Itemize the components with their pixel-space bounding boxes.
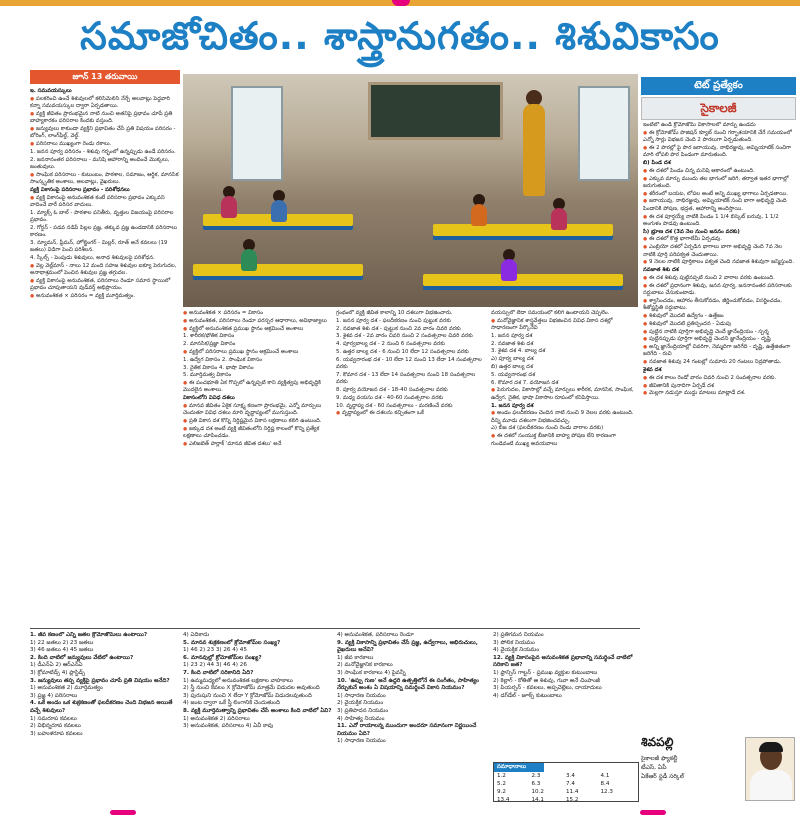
paragraph: ● ఎలిజబెత్ హర్లాక్ 'మానవ జీవిత దశలు' అనే	[183, 441, 333, 448]
question-option: 3) ప్రతిపాదన నియమం	[337, 707, 389, 714]
question-text: 2. కింది వాటిలో జన్యువులు వేటిలో ఉంటాయి?	[30, 654, 134, 661]
student	[221, 196, 237, 218]
paragraph: వయస్సులో లేదా సమయంలో కలిగి ఉంటాయని చెప్పలేం.	[491, 310, 610, 316]
paragraph: ● జన్యువులు కాకుండా వ్యక్తిని ప్రభావితం చేసే ప్రతి విషయం పరిసరం - బోరింగ్, లాంగ్‌ఫీల్డ్, వెల్డ్.	[30, 126, 180, 141]
answer-item: 14.1	[531, 797, 544, 803]
question-option: 3) సాంఘిక కారకాలు 4) పైవన్నీ	[337, 669, 406, 676]
question-option: 3) క్రోమాటిడ్స్ 4) ప్లాస్టిడ్స్	[30, 669, 85, 676]
question-text: 7. కింది వాటిలో సరికానిది ఏది?	[183, 669, 254, 676]
paragraph: 3. శైశవ దశ 4. బాల్య దశ	[491, 348, 546, 355]
bottom-decoration	[640, 810, 666, 815]
paragraph: బి) పిండ దశ	[643, 159, 671, 166]
answer-item: 8.4	[600, 781, 610, 787]
question-option: 4) అనువంశికత, పరిసరాలు రెండూ	[337, 632, 414, 638]
paragraph: సి) భ్రూణ దశ (3వ నెల నుంచి జననం వరకు)	[643, 228, 740, 235]
paragraph: 6. యవ్వనారంభ దశ - 10 లేదా 12 నుంచి 13 లేదా 14 సంవత్సరాల వరకు	[336, 356, 482, 371]
question-text: 12. వ్యక్తి వికాసంపైన అనువంశికత ప్రభావాన్ని సమర్థించే వాటిలో సరికాని జత?	[493, 654, 633, 669]
paragraph: ● ఎక్కువ మార్పు ముందు తల భాగంలో జరిగి, తర్వాత ఇతర భాగాల్లో జరుగుతుంది.	[643, 176, 796, 191]
questions-column-2	[183, 632, 333, 804]
subject-label: సైకాలజీ	[641, 97, 796, 120]
paragraph: 3. శైశవ దశ - 2వ వారం చివరి నుంచి 2 సంవత్సరాల చివరి వరకు	[336, 333, 473, 340]
paragraph: గ్రంథంలో వ్యక్తి జీవిత కాలాన్ని 10 దశలుగా విభజించారు.	[336, 310, 453, 316]
paragraph: ● పరిసరాలు ముఖ్యంగా రెండు రకాలు.	[30, 141, 180, 148]
paragraph: 1. జనన పూర్వ దశ - ఫలదీకరణం నుంచి పుట్టుక వరకు	[336, 317, 451, 324]
paragraph: ● ఈ దశలో సంయుక్త బీజానికి బాహ్య పోషణ లేని కారణంగా గుండెవంటి ముఖ్య అవయవాలు	[491, 433, 638, 448]
question-text: 8. వ్యక్తి మూర్తిమత్వాన్ని ప్రభావితం చేసే అంశాలు కింది వాటిలో ఏవి?	[183, 707, 332, 714]
question-option: 1) ఫ్రాన్సిస్ గాల్టన్ - ప్రముఖ వ్యక్తుల కుటుంబాలు	[493, 669, 598, 676]
question-text: 11. ఎనో రాయాలన్న ముందుగా అందరూ సమానంగా నిర్ణయించే నియమం ఏది?	[337, 723, 477, 737]
author-name: శివపల్లి	[641, 735, 674, 749]
paragraph: ● అండం ఫలదీకరణం చెందిన నాటి నుంచి 9 నెలల వరకు ఉంటుంది. దీన్ని మూడు దశలుగా విభజించవచ్చు.	[491, 410, 638, 425]
questions-column-3	[337, 632, 489, 804]
answer-item: 10.2	[531, 789, 544, 795]
paragraph: 5. యవ్వనారంభ దశ	[491, 371, 536, 378]
question-option: 3) పురుషుని నుంచి X లేదా Y క్రోమోజోమ్ విడుదలవుతుంది	[183, 692, 312, 699]
article-column-1	[30, 88, 180, 626]
date-tag: జూన్ 13 తరువాయి	[30, 70, 180, 84]
question-text: 9. వ్యక్తి వికాసాన్ని ప్రభావితం చేసే ప్రజ్ఞ, ఉద్వేగాలు, అభిరుచులు, వైఖరులు అనేవి?	[337, 639, 478, 654]
question-option: 1) ఉమ్మమధ్యలో అనువంశికత లక్షణాల వాహకాలు	[183, 677, 293, 684]
paragraph: ● ఎంబ్రియో దశలో ఏర్పడిన భాగాలు బాగా అభివృద్ధి చెంది 7వ నెల నాటికి పూర్తి పరిపక్వత చెందుతాయి.	[643, 244, 796, 259]
question-option: 2) స్త్రీ నుంచి కేవలం X క్రోమోజోమ్ మాత్రమే విడుదల అవుతుంది	[183, 685, 320, 692]
teacher-figure	[523, 104, 545, 196]
student	[471, 204, 487, 226]
paragraph: ● వెల్ల వెల్ల్‌మాన్ - నాలు 12 మంది సహజ శిశువుల ఐక్యూ పెరుగుదల, అనాథాశ్రమంలో పెంచిన శిశువుల ప్రజ్ఞ తగ్గుదల.	[30, 263, 180, 278]
paragraph: ● శరీరంలో బయట, లోపల అంటే అన్ని ముఖ్య భాగాలు ఏర్పడతాయి.	[643, 191, 796, 198]
question-option: 4) ఏదీకాదు	[183, 632, 210, 638]
paragraph: బి) ఉత్తర బాల్య దశ	[491, 364, 533, 371]
paragraph: 1. శారీరక/భౌతిక వికాసం	[183, 333, 235, 340]
paragraph: 3. నైతిక వికాసం 4. భాషా వికాసం	[183, 364, 254, 371]
paragraph: 5. మూర్తిమత్వ వికాసం	[183, 372, 232, 379]
questions-column-4	[493, 632, 639, 774]
question-option: 1) సాధారణ నియమం	[337, 692, 386, 699]
paragraph: ● మెల్లగా నడుస్తూ ముద్దు మాటలు మాట్లాడే దశ.	[643, 390, 796, 397]
question-option: 4) వైయక్తిక నియమం	[493, 647, 540, 654]
paragraph: ● ప్రతి వికాస దశ కొన్ని నిర్దిష్టమైన వికాస లక్షణాలు కలిగి ఉంటుంది.	[183, 418, 333, 425]
question-text: 1. జీవ కణంలో ఎన్ని జతల క్రోమోజోమ్‌లు ఉంటాయి?	[30, 632, 148, 638]
paragraph: ● జరాయువు, నాభిరజ్జువు, అమ్నియాటిక్ సంచి బాగా అభివృద్ధి చెంది పిండానికి పోషణ, భద్రత, ఆహారాన్ని అందిస్తాయి.	[643, 198, 796, 213]
question-text: 6. మానవుల్లో క్రోమోజోమ్‌ల సంఖ్య?	[183, 654, 262, 661]
paragraph: 6. కౌమార దశ 7. వయోజన దశ	[491, 379, 559, 386]
paragraph: ● శ్వాసించడం, ఆహారం తీసుకోవడం, జీర్ణించుకోవడం, విసర్జించడం, శీతోష్ణస్థితి సర్దుబాటు.	[643, 298, 796, 313]
question-option: 4) జంట ద్వారా ఒకే స్త్రీ లింగానికి చెందుతుంది	[183, 700, 280, 707]
paragraph: ● వ్యక్తిలో పరిసరాలు ప్రముఖ స్థానం ఆక్రమించే అంశాలు	[183, 349, 333, 356]
question-option: 3) ప్రజ్ఞ 4) పరిసరాలు	[30, 692, 78, 699]
paragraph: ● నవజాత శిశువు 24 గంటల్లో సుమారు 20 గంటలు నిద్రపోతాడు.	[643, 359, 796, 366]
paragraph: 2. నవజాత శిశు దశ - పుట్టుక నుంచి 2వ వారం చివరి వరకు	[336, 325, 461, 332]
question-option: 1) 22 జతలు 2) 23 జతలు	[30, 639, 94, 646]
paragraph: 1. జనన పూర్వ దశ	[491, 402, 534, 409]
paragraph: ● అనువంశికత × పరిసరం = వికాసం	[183, 310, 333, 317]
paragraph: ● ఈ దశ శిశువు పుట్టినప్పటి నుంచి 2 వారాల వరకు ఉంటుంది.	[643, 275, 796, 282]
paragraph: ● అన్ని జ్ఞానేంద్రియాల్లో చివరిగా, నెమ్మదిగా జరిగేది - దృష్టి, ఉత్తేజితంగా జరిగేది - రుచి	[643, 344, 796, 359]
paragraph: ఎ) బీజ దశ (ఫలదీకరణం నుంచి రెండు వారాల వరకు)	[491, 425, 604, 432]
paragraph: ● వ్యక్తి వికాసంపై అనువంశికత కంటే పరిసరాల ప్రభావం ఎక్కువని వాదించే వారే పరిసర వాదులు.	[30, 195, 180, 210]
answer-item: 3.4	[566, 773, 575, 779]
paragraph: ● ఈ దశ పూర్తయ్యే నాటికి పిండం 1 1/4 బిస్కెట్ బరువు, 1 1/2 అంగుళం పొడవు ఉంటుంది.	[643, 214, 796, 229]
question-text: 3. జన్యువులు తప్ప వ్యక్తిపై ప్రభావం చూపే ప్రతి విషయం అనేది?	[30, 677, 170, 684]
question-option: 2) వైయక్తిక నియమం	[337, 700, 384, 707]
article-column-3	[336, 310, 488, 626]
student	[501, 259, 517, 281]
paragraph: 1. ఉద్వేగ వికాసం 2. సాంఘిక వికాసం	[183, 356, 262, 363]
paragraph: 9. మధ్య వయసు దశ - 40-60 సంవత్సరాల వరకు	[336, 394, 444, 401]
student	[241, 249, 257, 271]
paragraph: ● వృద్ధాప్యంలో ఈ దశలను కచ్చితంగా ఒకే	[336, 410, 488, 417]
paragraph: ● పుట్టిన నాటికి పూర్తిగా అభివృద్ధి చెందే జ్ఞానేంద్రియం - స్పర్శ	[643, 329, 796, 336]
answer-key-grid	[494, 772, 638, 805]
author-role: సైకాలజీ ఫ్యాకల్టీ	[641, 755, 678, 762]
paragraph: ● జీవితానికి పునాదిగా ఏర్పడే దశ	[643, 383, 796, 390]
paragraph: ● శిశువులో మొదటి ప్రతిస్పందన - ఏడుపు	[643, 321, 796, 328]
questions-column-1	[30, 632, 178, 804]
classroom-photo	[183, 74, 638, 307]
answer-item: 2.3	[531, 773, 541, 779]
paragraph: ● పలకరించి ఉంచే శిశువులలో కలిసిమెలిసి నేర్చే అలవాట్లు పెద్దవారి కన్నా సమవయస్కుల ద్వారా ఏర్పడతాయి.	[30, 96, 180, 111]
answer-item: 6.3	[531, 781, 541, 787]
paragraph: 4. స్కీల్స్ - పెంపుడు శిశువులు, అనాథ శిశువులపై పరిశోధన.	[30, 255, 155, 262]
paragraph: ● ఈ దశలో కొత్త భాగాలేమీ ఏర్పడవు.	[643, 236, 796, 243]
blackboard	[368, 82, 503, 140]
paragraph: ● 9 నెలల నాటికి పూర్తికాలం పక్వత చెంది నవజాత శిశువుగా జన్మిస్తుంది.	[643, 259, 796, 266]
paragraph: ఇ. సమవయస్కులు	[30, 88, 72, 94]
question-option: 1) అనువంశికత 2) పరిసరాలు	[183, 715, 250, 722]
answer-item: 15.2	[566, 797, 579, 803]
paragraph: ● ఈ పంచభూతి ఏక గొప్పలో ఉన్నప్పటి కాని వ్యక్తిత్వపు అభివృద్ధికి మొదలైన అంశాలు.	[183, 380, 333, 395]
answer-item: 12.3	[600, 789, 613, 795]
question-option: 3) పియర్సన్ - కవలలు, అప్పచెల్లెలు, దాయాదులు	[493, 685, 602, 692]
answer-item: 4.1	[600, 773, 610, 779]
paragraph: 1. మ్యాక్స్ ఓ బాల్ - పాఠశాల పనితీరు, వృత్తుల విజయంపై పరిసరాల ప్రభావం.	[30, 209, 174, 224]
paragraph: 8. పూర్వ వయోజన దశ - 18-40 సంవత్సరాల వరకు	[336, 386, 448, 393]
paragraph: 2. జననానంతర పరిసరాలు - మనిషి ఆహారాన్ని అందించే మొక్కలు, జంతువులు.	[30, 156, 170, 170]
article-column-4	[491, 310, 638, 626]
paragraph: 2. గోర్డన్ - పడవ నడిపే పిల్లల ప్రజ్ఞ, తక్కువ ప్రజ్ఞ ఉండడానికి పరిసరాలు కారణం.	[30, 224, 178, 239]
question-option: 3) పోలిక నియమం	[493, 639, 535, 646]
paragraph: ● పుట్టినప్పుడు పూర్తిగా అభివృద్ధి చెందని జ్ఞానేంద్రియం - దృష్టి	[643, 336, 796, 343]
paragraph: ● ఈ క్రోమోజోమ్ పొజిషన్ క్యూబ్ నుంచి గర్భాశయానికి చేరే సమయంలో ఎన్నో సార్లు విభజన చెంది 2 పొరలుగా ఏర్పడుతుంది.	[643, 130, 796, 145]
paragraph: ● పెరుగుదల, వికాసాల్లో వచ్చే మార్పులు శారీరక, మానసిక, సాంఘిక, ఉద్వేగ, నైతిక, భాషా వికాసాల రూపంలో కనిపిస్తాయి.	[491, 387, 638, 402]
answer-key	[493, 762, 639, 802]
author-photo-body	[750, 770, 792, 801]
paragraph: ● వ్యక్తి వికాసంపై అనువంశికత, పరిసరాలు రెండూ సమాన స్థాయిలో ప్రభావం చూపుతాయని వుడ్‌వర్త్ అభిప్రాయం.	[30, 278, 180, 293]
answer-item: 5.2	[497, 781, 506, 787]
window-right	[578, 86, 630, 181]
answer-item: 11.4	[566, 789, 579, 795]
paragraph: 1. జనన పూర్వ దశ	[491, 332, 533, 339]
paragraph: 2. నవజాత శిశు దశ	[491, 340, 534, 347]
bench	[433, 224, 613, 236]
question-option: 1) డీఎన్ఏ 2) ఆర్ఎన్ఏ	[30, 662, 83, 669]
author-photo-hair	[759, 742, 783, 752]
bench	[423, 274, 623, 286]
author-photo	[745, 737, 795, 801]
question-option: 2) ప్రతిగమన నియమం	[493, 632, 544, 638]
question-option: 1) జీవ కారకాలు	[337, 654, 374, 661]
student	[551, 208, 567, 230]
question-option: 1) అనువంశికత 2) మూర్తిమత్వం	[30, 685, 103, 692]
paragraph: 10. వృద్ధాప్య దశ - 60 సంవత్సరాలు - మరణించే వరకు	[336, 402, 453, 409]
question-option: 1) సాధారణ నియమం	[337, 738, 386, 745]
paragraph: ● జక్కుడ దశ అంటే వ్యక్తి జీవితంలోని నిర్దిష్ట కాలంలో కొన్ని ప్రత్యేక లక్షణాలు చూపించడం.	[183, 426, 333, 441]
question-option: 2) విభిన్నరూప కవలలు	[30, 723, 81, 730]
article-column-2	[183, 310, 333, 626]
paragraph: 4. పూర్వబాల్య దశ - 2 నుంచి 6 సంవత్సరాల వరకు	[336, 341, 445, 348]
question-option: 3) 46 జతలు 4) 45 జతలు	[30, 647, 94, 654]
bottom-decoration	[110, 810, 136, 815]
paragraph: ● వ్యక్తి జీవితం ప్రారంభమైన నాటి నుంచి అతనిపై ప్రభావం చూపే ప్రతి బాహ్యకారకం పరిసరాల కిందకు వస్తుంది.	[30, 111, 180, 126]
paragraph: ● శిశువులో మొదటి ఉద్వేగం - ఉత్తేజం	[643, 313, 796, 320]
question-option: 4) సాహిత్య నియమం	[337, 715, 385, 722]
paragraph: ● సాంఘిక పరిసరాలు - కుటుంబం, పాఠశాల, సమాజం, ఆర్థిక, మానసిక సాంస్కృతిక అంశాలు, అలవాట్లు, వైఖరులు.	[30, 172, 180, 187]
page-headline: సమాజోచితం.. శాస్త్రానుగతం.. శిశువికాసం	[80, 14, 720, 58]
paragraph: వ్యక్తి వికాసంపై పరిసరాల ప్రభావం - పరిశోధనలు	[30, 186, 130, 193]
question-text: 5. మానవ శుక్రకణంలో క్రోమోజోమ్‌ల సంఖ్య?	[183, 639, 281, 646]
question-text: 4. ఒకే అండం ఒక శుక్రకణంతో ఫలదీకరణం చెంది విభజన అయితే వచ్చే శిశువులు?	[30, 700, 173, 714]
paragraph: వికాసంలోని వివిధ దశలు	[183, 395, 235, 402]
paragraph: ● ఈ 2 పొరల్లో పై పొర జరాయువు, నాభిరజ్జువు, అమ్నియాటిక్ సంచిగా మారి లోపలి పొర పిండంగా మారుతుంది.	[643, 145, 796, 160]
paragraph: ● వ్యక్తిలో అనువంశికత ప్రముఖ స్థానం ఆక్రమించే అంశాలు	[183, 326, 333, 333]
answer-item: 9.2	[497, 789, 506, 795]
questions-divider	[30, 628, 640, 629]
answer-key-title: సమాధానాలు	[494, 763, 544, 772]
answer-item: 1.2	[497, 773, 506, 779]
paragraph: ● ఈ దశ కాలం రెండో వారం చివరి నుంచి 2 సంవత్సరాల వరకు.	[643, 375, 796, 382]
question-option: 4) డగ్‌డేల్ - జూక్స్ కుటుంబాలు	[493, 692, 562, 699]
bench	[193, 264, 363, 276]
author-region: టీఎస్, ఏపీ	[641, 764, 667, 771]
tet-special-tag: టెట్ ప్రత్యేకం	[641, 77, 796, 95]
paragraph: ఇంటిలో ఉండి క్రోమోజోమ్ వికాసాలలో మార్పు ఉండదు	[643, 122, 756, 128]
paragraph: 2. మానసిక/ప్రజ్ఞా వికాసం	[183, 341, 236, 348]
author-box	[641, 735, 796, 807]
article-column-side	[643, 122, 796, 634]
paragraph: ● ఈ దశలో ప్రధానంగా శిశువు, జనన పూర్వ, జననానంతర పరిసరాలకు సర్దుబాటు చేసుకుంటాడు.	[643, 283, 796, 298]
student	[271, 200, 287, 222]
paragraph: ● మానవ జీవితం ఏకైక సూక్ష్మ కణంగా ప్రారంభమై, ఎన్నో మార్పులు చెందుతూ వివిధ దశలు మారి వృద్ధాప్యంలో ముగుస్తుంది.	[183, 403, 333, 418]
paragraph: ● మనోవైజ్ఞానిక శాస్త్రవేత్తలు విభజించిన వివిధ వికాస దశల్లో సాధారణంగా పేర్కొనేవి	[491, 318, 638, 333]
paragraph: ● ఈ దశలో పిండం చిన్న మనిషి ఆకారంలో ఉంటుంది.	[643, 168, 796, 175]
paragraph: 3. న్యూమన్, ఫ్రీమన్, హోల్జింగర్ - మిల్లర్, రూత్ అనే కవలలు (19 జతలు) విడిగా పెంచి పరిశీలన.	[30, 239, 168, 254]
window-left	[231, 86, 283, 181]
question-text: 10. 'ఉప్పు గుణ' అనే ఉద్దరి ఉత్పత్తిలోనే ఈ సంగీతం, సాహిత్యం నేర్చుకునే అంశం ఏ విషయాన్ని సమర్థించే వికాస నియమం?	[337, 677, 479, 692]
author-institute: ఏకేఆర్ స్టడీ సర్కిల్	[641, 773, 684, 780]
paragraph: ● అనువంశికత, పరిసరాలు రెండూ పరస్పర ఆధారాలు, అవిభాజ్యాలు	[183, 318, 333, 325]
paragraph: నవజాత శిశు దశ	[643, 267, 679, 274]
paragraph: 7. కౌమార దశ - 13 లేదా 14 సంవత్సరాల నుంచి 18 సంవత్సరాల వరకు	[336, 371, 476, 386]
question-option: 1) సమరూప కవలలు	[30, 715, 77, 722]
question-option: 3) బహుళరూప కవలలు	[30, 730, 83, 737]
question-option: 2) కెల్లాగ్ - కోతితో ఆ శిశువు, గువా అనే చింపాంజీ	[493, 677, 600, 684]
paragraph: శైశవ దశ	[643, 367, 662, 373]
answer-item: 7.4	[566, 781, 575, 787]
paragraph: ఎ) పూర్వ బాల్య దశ	[491, 356, 534, 363]
question-option: 3) అనువంశికత, పరిసరాలు 4) ఏవీ కావు	[183, 723, 274, 730]
question-option: 2) మనోవైజ్ఞానిక కారకాలు	[337, 662, 393, 669]
answer-item: 13.4	[497, 797, 510, 803]
paragraph: ● అనువంశికత × పరిసరం = వ్యక్తి మూర్తిమత్వం.	[30, 293, 180, 300]
paragraph: 5. ఉత్తర బాల్య దశ - 6 నుంచి 10 లేదా 12 సంవత్సరాల వరకు	[336, 348, 469, 355]
paragraph: 1. జనన పూర్వ పరిసరం - శిశువు గర్భంలో ఉన్నప్పుడు ఉండే పరిసరం.	[30, 148, 176, 155]
question-option: 1) 23 2) 44 3) 46 4) 26	[183, 662, 247, 669]
question-option: 1) 46 2) 23 3) 26 4) 45	[183, 647, 247, 654]
